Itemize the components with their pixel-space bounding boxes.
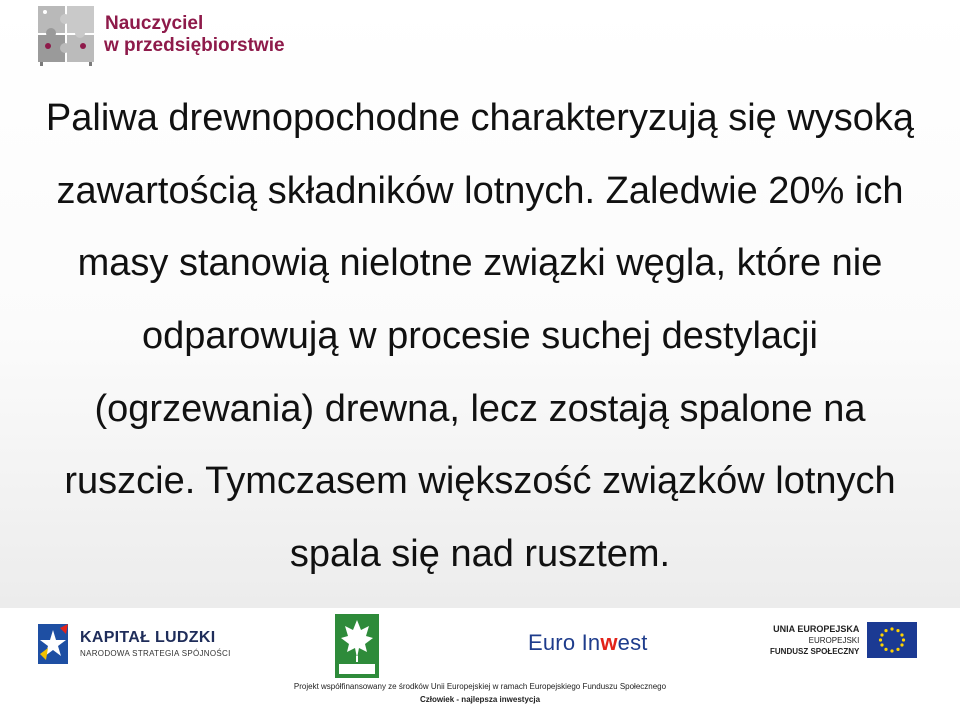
- brand-line-1: Nauczyciel: [105, 13, 204, 34]
- project-cofinanced-text: Projekt współfinansowany ze środków Unii Europejskiej w ramach Europejskiego Funduszu Społecznego: [293, 682, 667, 691]
- ue-line-2: EUROPEJSKI: [808, 635, 860, 645]
- kapital-ludzki-title: KAPITAŁ LUDZKI: [80, 628, 216, 646]
- text-line: (ogrzewania) drewna, lecz zostają spalone na: [94, 387, 866, 430]
- kapital-ludzki-star-icon: [36, 620, 70, 666]
- footer: [0, 608, 960, 710]
- slide-body-text: [0, 82, 960, 591]
- brand-line-2: w przedsiębiorstwie: [104, 35, 285, 56]
- maple-leaf-icon: [335, 614, 379, 678]
- brand-logo: [36, 4, 285, 66]
- text-line: zawartością składników lotnych. Zaledwie 20% ich: [56, 169, 904, 212]
- unia-europejska-logo: [770, 622, 917, 658]
- ue-line-1: UNIA EUROPEJSKA: [773, 623, 860, 634]
- text-line: spala się nad rusztem.: [289, 533, 671, 576]
- puzzle-logo-icon: [36, 4, 96, 66]
- motto-text: Człowiek - najlepsza inwestycja: [419, 695, 541, 704]
- kapital-ludzki-logo: [36, 620, 231, 666]
- euro-inwest-accent: w: [600, 630, 618, 655]
- lubelska-agencja-logo: [335, 614, 379, 678]
- kapital-ludzki-subtitle: NARODOWA STRATEGIA SPÓJNOŚCI: [80, 648, 231, 658]
- text-line: odparowują w procesie suchej destylacji: [142, 315, 818, 358]
- euro-inwest-logo: [528, 630, 648, 656]
- eu-flag-icon: [867, 622, 917, 658]
- text-line: masy stanowią nielotne związki węgla, które nie: [77, 242, 883, 285]
- text-line: Paliwa drewnopochodne charakteryzują się wysoką: [45, 97, 915, 139]
- ue-line-3: FUNDUSZ SPOŁECZNY: [770, 646, 860, 656]
- euro-inwest-text-2: est: [617, 630, 648, 655]
- euro-inwest-text-1: Euro In: [528, 630, 601, 655]
- text-line: ruszcie. Tymczasem większość związków lotnych: [64, 460, 896, 503]
